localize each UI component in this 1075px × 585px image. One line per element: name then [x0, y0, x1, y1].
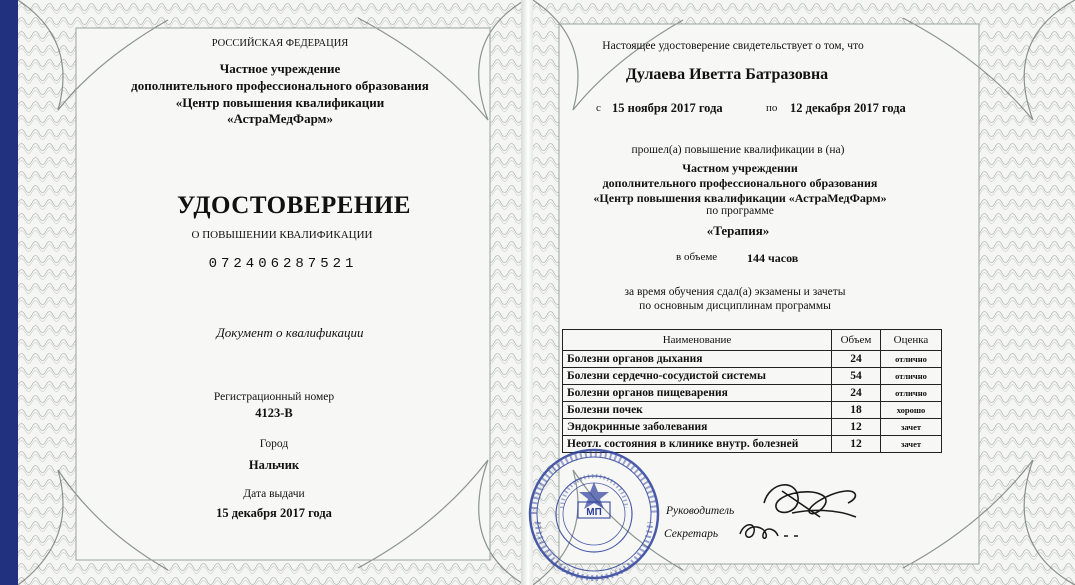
secretary-label: Секретарь — [664, 528, 719, 540]
issue-date: 15 декабря 2017 года — [216, 506, 332, 520]
discipline-name: Болезни почек — [563, 402, 832, 419]
org-line-4: «АстраМедФарм» — [227, 111, 333, 126]
volume-value: 144 часов — [747, 251, 799, 265]
volume-label: в объеме — [676, 251, 718, 263]
disciplines-table — [562, 329, 942, 453]
discipline-grade: отлично — [881, 351, 942, 368]
exams-line-1: за время обучения сдал(а) экзамены и зачеты — [624, 286, 846, 298]
discipline-hours: 12 — [832, 436, 881, 453]
document-subtitle: О ПОВЫШЕНИИ КВАЛИФИКАЦИИ — [191, 229, 373, 241]
issue-date-label: Дата выдачи — [243, 488, 305, 500]
program-name: «Терапия» — [706, 223, 770, 238]
document-type: Документ о квалификации — [216, 325, 364, 340]
from-label: с — [596, 102, 601, 114]
org-line-3: «Центр повышения квалификации — [175, 95, 385, 110]
discipline-hours: 24 — [832, 385, 881, 402]
discipline-name: Эндокринные заболевания — [563, 419, 832, 436]
holder-name: Дулаева Иветта Батразовна — [625, 66, 829, 83]
discipline-name: Болезни органов дыхания — [563, 351, 832, 368]
table-row — [563, 368, 942, 385]
left-page — [18, 0, 525, 585]
discipline-hours: 24 — [832, 351, 881, 368]
registration-number: 4123-В — [255, 406, 293, 420]
stamp-text: МП — [586, 507, 602, 518]
official-stamp — [518, 442, 670, 582]
table-row — [563, 385, 942, 402]
program-label: по программе — [706, 205, 774, 217]
header-name: Наименование — [563, 330, 832, 351]
discipline-grade: отлично — [881, 368, 942, 385]
discipline-name: Болезни органов пищеварения — [563, 385, 832, 402]
discipline-hours: 12 — [832, 419, 881, 436]
discipline-grade: зачет — [881, 436, 942, 453]
right-org-line-1: Частном учреждении — [682, 161, 798, 175]
secretary-signature — [736, 518, 810, 544]
org-line-1: Частное учреждение — [219, 61, 341, 76]
city-name: Нальчик — [248, 458, 300, 472]
passed-text: прошел(а) повышение квалификации в (на) — [631, 144, 845, 156]
table-header-row — [563, 330, 942, 351]
discipline-hours: 18 — [832, 402, 881, 419]
right-org-line-3: «Центр повышения квалификации «АстраМедФарм» — [593, 191, 887, 205]
discipline-name: Болезни сердечно-сосудистой системы — [563, 368, 832, 385]
to-date: 12 декабря 2017 года — [790, 101, 906, 115]
org-line-2: дополнительного профессионального образования — [131, 78, 429, 93]
discipline-grade: хорошо — [881, 402, 942, 419]
header-hours: Объем — [832, 330, 881, 351]
city-label: Город — [259, 438, 289, 450]
head-label: Руководитель — [666, 505, 735, 517]
discipline-grade: зачет — [881, 419, 942, 436]
registration-label: Регистрационный номер — [213, 391, 335, 403]
from-date: 15 ноября 2017 года — [612, 101, 723, 115]
intro-text: Настоящее удостоверение свидетельствует о том, что — [602, 40, 864, 52]
to-label: по — [766, 102, 778, 114]
discipline-hours: 54 — [832, 368, 881, 385]
serial-number: 072406287521 — [208, 256, 358, 272]
document-title: УДОСТОВЕРЕНИЕ — [177, 192, 411, 219]
table-row — [563, 419, 942, 436]
discipline-grade: отлично — [881, 385, 942, 402]
table-row — [563, 351, 942, 368]
exams-line-2: по основным дисциплинам программы — [639, 300, 831, 312]
header-grade: Оценка — [881, 330, 942, 351]
table-row — [563, 402, 942, 419]
country-name: РОССИЙСКАЯ ФЕДЕРАЦИЯ — [211, 38, 349, 49]
discipline-name: Неотл. состояния в клинике внутр. болезней — [563, 436, 832, 453]
right-org-line-2: дополнительного профессионального образования — [602, 176, 878, 190]
